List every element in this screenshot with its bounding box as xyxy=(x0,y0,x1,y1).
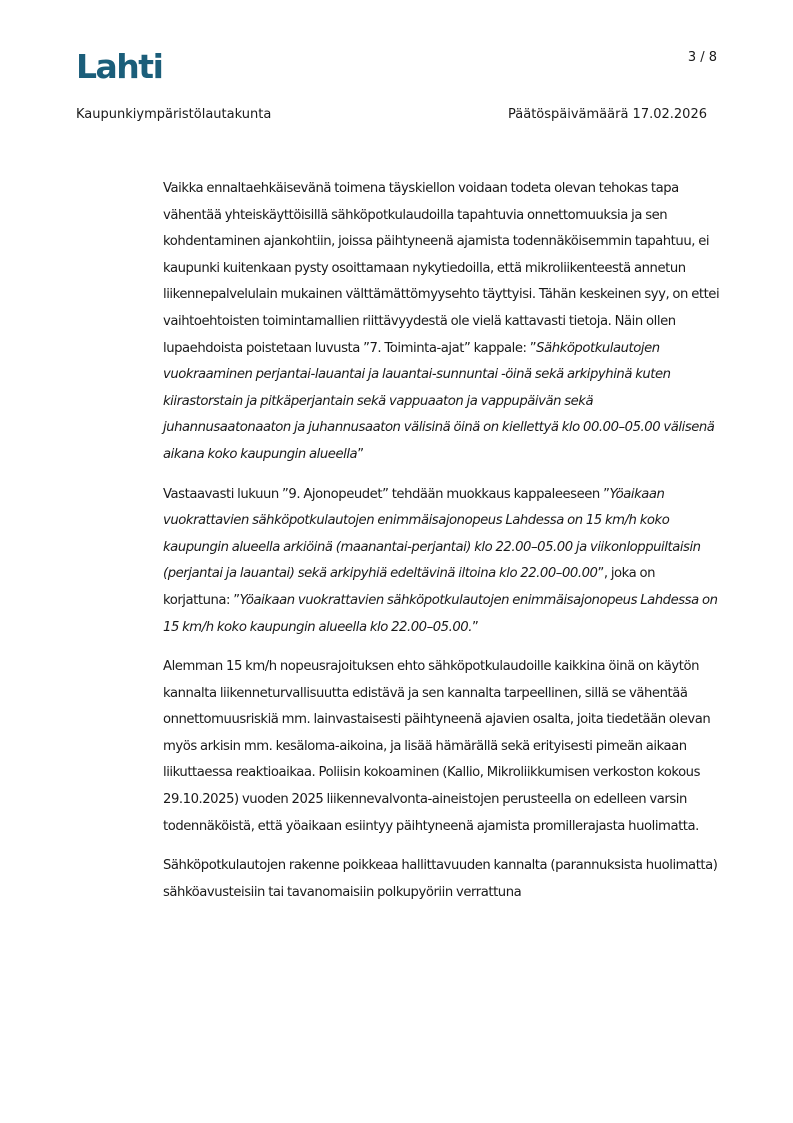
decision-date: Päätöspäivämäärä 17.02.2026 xyxy=(508,107,707,122)
committee-name: Kaupunkiympäristölautakunta xyxy=(76,107,272,122)
paragraph xyxy=(163,853,723,906)
quoted-text: Yöaikaan vuokrattavien sähköpotkulautojen enimmäisajonopeus Lahdessa on 15 km/h koko kaupungin alueella arkiöinä (maanantai-perjantai) klo 22.00–05.00 ja viikonloppuiltaisin (perjantai ja lauantai) sekä arkipyhiä edeltävinä iltoina klo 22.00–00.00 xyxy=(163,486,701,582)
paragraph xyxy=(163,482,723,642)
logo-text: Lahti xyxy=(76,48,163,82)
paragraph xyxy=(163,176,723,469)
quoted-text: Sähköpotkulautojen vuokraaminen perjantai-lauantai ja lauantai-sunnuntai -öinä sekä arkipyhinä kuten kiirastorstain ja pitkäperjantain sekä vappuaaton ja vappupäivän sekä juhannusaatonaaton ja juhannusaaton välisinä öinä on kiellettyä klo 00.00–05.00 välisenä aikana koko kaupungin alueella xyxy=(163,340,715,462)
text-run: Vastaavasti lukuun ”9. Ajonopeudet” tehdään muokkaus kappaleeseen ” xyxy=(163,486,610,502)
text-run: ”, joka on korjattuna: ” xyxy=(163,566,656,608)
text-run: Sähköpotkulautojen rakenne poikkeaa hallittavuuden kannalta (parannuksista huolimatta) sähköavusteisiin tai tavanomaisiin polkupyöriin verrattuna xyxy=(163,858,718,900)
paragraph xyxy=(163,654,723,840)
text-run: Alemman 15 km/h nopeusrajoituksen ehto sähköpotkulaudoille kaikkina öinä on käytön kannalta liikenneturvallisuutta edistävä ja sen kannalta tarpeellinen, sillä se vähentää onnettomuusriskiä mm. lainvastaisesti päihtyneenä ajavien osalta, joita tiedetään olevan myös arkisin mm. kesäloma-aikoina, ja lisää hämärällä sekä erityisesti pimeän aikaan liikuttaessa reaktioaikaa. Poliisin kokoaminen (Kallio, Mikroliikkumisen verkoston kokous 29.10.2025) vuoden 2025 liikennevalvonta-aineistojen perusteella on edelleen varsin todennäköistä, että yöaikaan esiintyy päihtyneenä ajamista promillerajasta huolimatta. xyxy=(163,659,711,834)
text-run: ” xyxy=(471,619,479,635)
document-body xyxy=(163,176,723,919)
lahti-logo xyxy=(76,48,168,82)
page-number: 3 / 8 xyxy=(687,50,717,65)
text-run: Vaikka ennaltaehkäisevänä toimena täyskiellon voidaan todeta olevan tehokas tapa vähentää yhteiskäyttöisillä sähköpotkulaudoilla tapahtuvia onnettomuuksia ja sen kohdentaminen ajankohtiin, joissa päihtyneenä ajamista todennäköisemmin tapahtuu, ei kaupunki kuitenkaan pysty osoittamaan nykytiedoilla, että mikroliikenteestä annetun liikennepalvelulain mukainen välttämättömyysehto täyttyisi. Tähän keskeinen syy, on ettei vaihtoehtoisten toimintamallien riittävyydestä ole vielä kattavasti tietoja. Näin ollen lupaehdoista poistetaan luvusta ”7. Toiminta-ajat” kappale: ” xyxy=(163,181,720,356)
text-run: ” xyxy=(357,446,364,462)
quoted-text: Yöaikaan vuokrattavien sähköpotkulautojen enimmäisajonopeus Lahdessa on 15 km/h koko kaupungin alueella klo 22.00–05.00. xyxy=(163,592,718,635)
